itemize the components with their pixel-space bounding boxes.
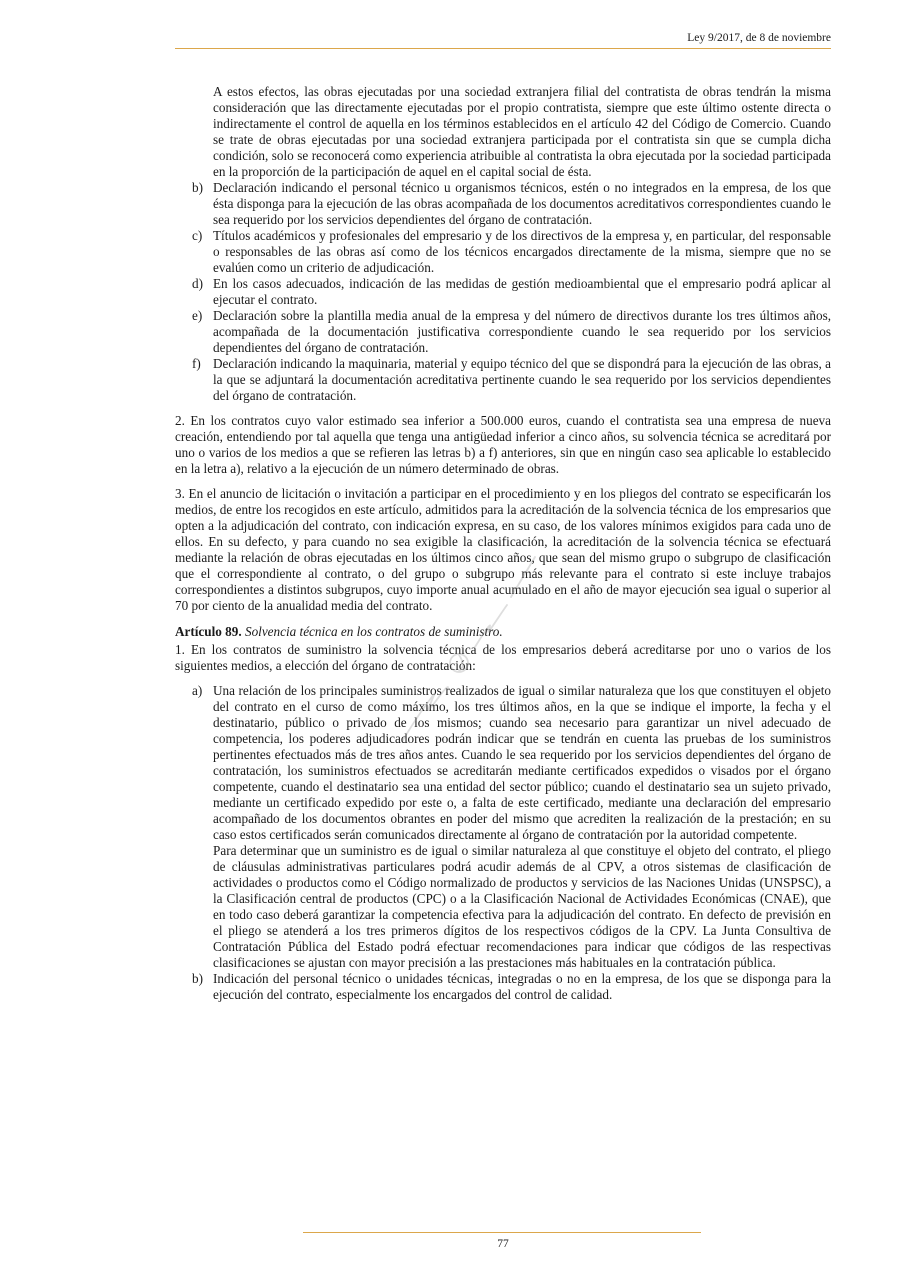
list-item-d — [175, 276, 831, 308]
list-item-paragraph: Una relación de los principales suministros realizados de igual o similar naturaleza que los que constituyen el objeto del contrato en el curso de como máximo, los tres últimos años, en la que se indique el importe, la fecha y el destinatario, público o privado de los mismos; cuando sea necesario para garantizar un nivel adecuado de competencia, los poderes adjudicadores podrán indicar que se tendrán en cuenta las pruebas de los suministros pertinentes efectuados más de tres años antes. Cuando le sea requerido por los servicios dependientes del órgano de contratación, los suministros efectuados se acreditarán mediante certificados expedidos o visados por el órgano competente, cuando el destinatario sea una entidad del sector público; cuando el destinatario sea un sujeto privado, mediante un certificado expedido por este o, a falta de este certificado, mediante una declaración del empresario acompañado de los documentos obrantes en poder del mismo que acrediten la realización de la prestación; en su caso estos certificados serán comunicados directamente al órgano de contratación por la autoridad competente. — [213, 683, 831, 842]
list-item-c — [175, 228, 831, 276]
list-item-label: d) — [192, 276, 203, 291]
list-item-text: En los casos adecuados, indicación de las medidas de gestión medioambiental que el empresario podrá aplicar al ejecutar el contrato. — [213, 276, 831, 307]
list-item-label: f) — [192, 356, 201, 371]
paragraph-item-a-continuation: A estos efectos, las obras ejecutadas por una sociedad extranjera filial del contratista de obras tendrán la misma consideración que las directamente ejecutadas por el propio contratista, siempre que este último ostente directa o indirectamente el control de aquella en los términos establecidos en el artículo 42 del Código de Comercio. Cuando se trate de obras ejecutadas por una sociedad extranjera participada por el contratista sin que se cumpla dicha condición, solo se reconocerá como experiencia atribuible al contratista la obra ejecutada por la sociedad participada en la proporción de la participación de aquel en el capital social de ésta. — [213, 84, 831, 179]
page-number: 77 — [497, 1238, 509, 1250]
list-item-label: c) — [192, 228, 203, 243]
paragraph-1-intro: 1. En los contratos de suministro la solvencia técnica de los empresarios deberá acreditarse por uno o varios de los siguientes medios, a elección del órgano de contratación: — [175, 642, 831, 673]
list-item-label: e) — [192, 308, 203, 323]
header-law-title: Ley 9/2017, de 8 de noviembre — [687, 32, 831, 44]
list-item-text: Títulos académicos y profesionales del empresario y de los directivos de la empresa y, en particular, del responsable o responsables de las obras así como de los técnicos encargados directamente de la misma, siempre que no se evalúen como un criterio de adjudicación. — [213, 228, 831, 275]
page-body — [175, 84, 831, 1003]
list-item-text: Declaración indicando la maquinaria, material y equipo técnico del que se dispondrá para la ejecución de las obras, a la que se adjuntará la documentación acreditativa pertinente cuando le sea requerido por los servicios dependientes del órgano de contratación. — [213, 356, 831, 403]
letter-list-suministros — [175, 683, 831, 1003]
header-rule — [175, 48, 831, 49]
footer-rule — [303, 1232, 701, 1233]
list-item-e — [175, 308, 831, 356]
paragraph-3: 3. En el anuncio de licitación o invitación a participar en el procedimiento y en los pliegos del contrato se especificarán los medios, de entre los recogidos en este artículo, admitidos para la acreditación de la solvencia técnica de los empresarios que opten a la adjudicación del contrato, con indicación expresa, en su caso, de los valores mínimos exigidos para cada uno de ellos. En su defecto, y para cuando no sea exigible la clasificación, la acreditación de la solvencia técnica se efectuará mediante la relación de obras ejecutadas en los últimos cinco años, que sean del mismo grupo o subgrupo de clasificación que el correspondiente al contrato, o del grupo o subgrupo más relevante para el contrato si este incluye trabajos correspondientes a distintos subgrupos, cuyo importe anual acumulado en el año de mayor ejecución sea igual o superior al 70 por ciento de la anualidad media del contrato. — [175, 486, 831, 613]
list-item-paragraph: Para determinar que un suministro es de igual o similar naturaleza al que constituye el objeto del contrato, el pliego de cláusulas administrativas particulares podrá acudir además de al CPV, a otros sistemas de clasificación de actividades o productos como el Código normalizado de productos y servicios de las Naciones Unidas (UNSPSC), a la Clasificación central de productos (CPC) o a la Clasificación Nacional de Actividades Económicas (CNAE), que en todo caso deberá garantizar la competencia efectiva para la adjudicación del contrato. En defecto de previsión en el pliego se atenderá a los tres primeros dígitos de los respectivos códigos de la CPV. La Junta Consultiva de Contratación Pública del Estado podrá efectuar recomendaciones para indicar que códigos de las respectivas clasificaciones se ajustan con mayor precisión a las prestaciones más habituales en la contratación pública. — [213, 843, 831, 970]
list-item-label: b) — [192, 180, 203, 195]
list-item-f — [175, 356, 831, 404]
article-title: Solvencia técnica en los contratos de suministro. — [244, 624, 503, 639]
list-item-label: a) — [192, 683, 203, 698]
list-item-text — [213, 971, 831, 1003]
list-item-text: Declaración indicando el personal técnico u organismos técnicos, estén o no integrados en la empresa, de los que ésta disponga para la ejecución de las obras acompañada de los documentos acreditativos correspondientes cuando le sea requerido por los servicios dependientes del órgano de contratación. — [213, 180, 831, 227]
list-item-b2 — [175, 971, 831, 1003]
letter-list-obras — [175, 180, 831, 404]
article-heading — [175, 624, 831, 640]
list-item-text — [213, 683, 831, 971]
paragraph-2: 2. En los contratos cuyo valor estimado sea inferior a 500.000 euros, cuando el contratista sea una empresa de nueva creación, entendiendo por tal aquella que tenga una antigüedad inferior a cinco años, su solvencia técnica se acreditará por uno o varios de los medios a que se refieren las letras b) a f) anteriores, sin que en ningún caso sea aplicable lo establecido en la letra a), relativo a la ejecución de un número determinado de obras. — [175, 413, 831, 476]
list-item-a — [175, 683, 831, 971]
list-item-paragraph: Indicación del personal técnico o unidades técnicas, integradas o no en la empresa, de los que se disponga para la ejecución del contrato, especialmente los encargados del control de calidad. — [213, 971, 831, 1002]
list-item-label: b) — [192, 971, 203, 986]
article-number: Artículo 89. — [175, 624, 242, 639]
list-item-b — [175, 180, 831, 228]
list-item-text: Declaración sobre la plantilla media anual de la empresa y del número de directivos durante los tres últimos años, acompañada de la documentación justificativa correspondiente cuando le sea requerido por los servicios dependientes del órgano de contratación. — [213, 308, 831, 355]
